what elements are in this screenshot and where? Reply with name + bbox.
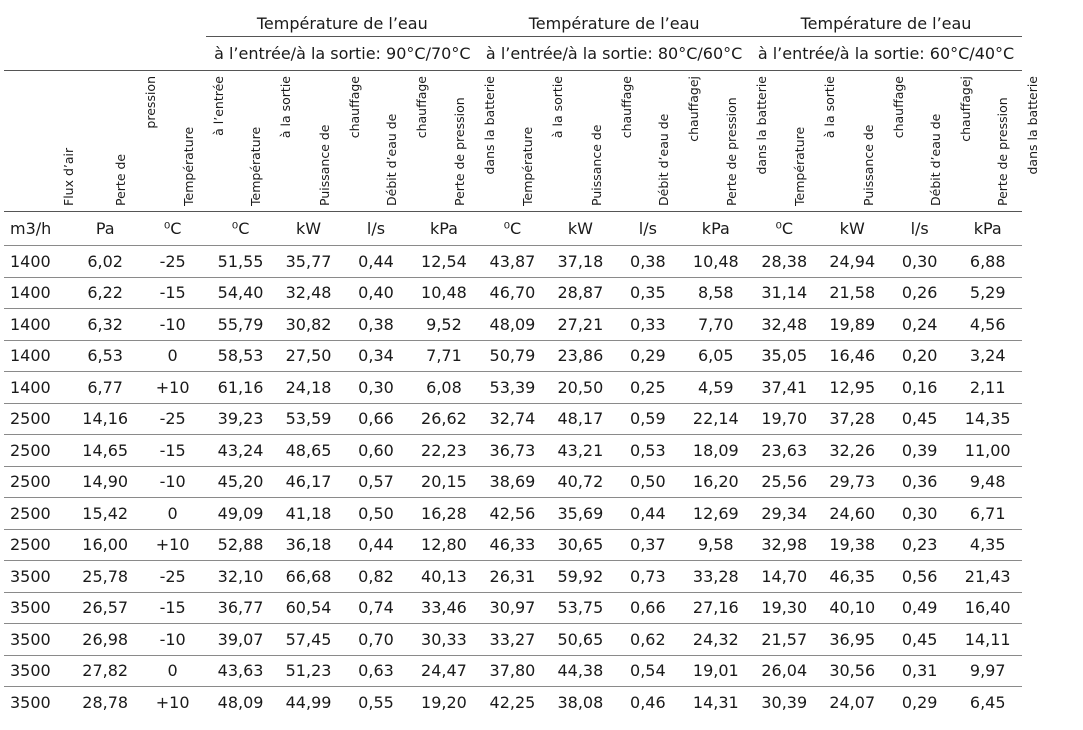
table-cell: 14,90 [71, 466, 138, 498]
table-cell: 11,00 [953, 435, 1022, 467]
column-header-line2: pression [143, 76, 159, 129]
group-title-3: Température de l’eau [800, 14, 972, 33]
group-title-2: Température de l’eau [528, 14, 700, 33]
table-cell: 0,38 [614, 246, 681, 278]
table-cell: 36,18 [275, 529, 342, 561]
table-cell: 0,55 [342, 687, 409, 718]
table-cell: 6,71 [953, 498, 1022, 530]
table-cell: 27,82 [71, 655, 138, 687]
table-cell: 24,60 [819, 498, 886, 530]
table-cell: 30,82 [275, 309, 342, 341]
table-cell: 3500 [4, 592, 71, 624]
table-cell: 0 [139, 498, 206, 530]
table-cell: 42,25 [478, 687, 546, 718]
column-header-line2: dans la batterie [481, 76, 497, 175]
table-cell: 43,24 [206, 435, 274, 467]
table-cell: 0,44 [342, 246, 409, 278]
table-cell: 0,29 [614, 340, 681, 372]
table-cell: 6,88 [953, 246, 1022, 278]
table-cell: 0,30 [342, 372, 409, 404]
table-cell: 6,02 [71, 246, 138, 278]
table-cell: 44,99 [275, 687, 342, 718]
column-header-line2: chauffage [346, 76, 362, 139]
table-cell: 19,89 [819, 309, 886, 341]
group-subtitle-3: à l’entrée/à la sortie: 60°C/40°C [750, 37, 1022, 71]
table-cell: 32,10 [206, 561, 274, 593]
table-cell: 36,73 [478, 435, 546, 467]
column-header-line1: Puissance de [588, 124, 604, 206]
column-header-line1: Température [792, 126, 808, 206]
table-cell: 46,35 [819, 561, 886, 593]
table-cell: 28,38 [750, 246, 818, 278]
table-cell: 38,69 [478, 466, 546, 498]
table-cell: 14,70 [750, 561, 818, 593]
table-cell: 21,58 [819, 277, 886, 309]
column-header-line2: à la sortie [278, 76, 294, 139]
table-cell: 10,48 [682, 246, 750, 278]
table-row [4, 529, 1022, 561]
table-cell: 0,62 [614, 624, 681, 656]
table-cell: 44,38 [547, 655, 614, 687]
table-cell: 58,53 [206, 340, 274, 372]
table-cell: 30,39 [750, 687, 818, 718]
table-cell: 0,33 [614, 309, 681, 341]
table-row [4, 309, 1022, 341]
table-cell: 33,28 [682, 561, 750, 593]
table-cell: 7,71 [410, 340, 478, 372]
table-cell: 46,70 [478, 277, 546, 309]
table-cell: 3,24 [953, 340, 1022, 372]
column-header-line1: Perte de pression [995, 97, 1011, 206]
heating-performance-table [4, 0, 1041, 718]
table-cell: 0,25 [614, 372, 681, 404]
table-cell: 10,48 [410, 277, 478, 309]
table-cell: 0,31 [886, 655, 953, 687]
table-cell: 48,09 [478, 309, 546, 341]
table-cell: 16,46 [819, 340, 886, 372]
table-cell: 43,87 [478, 246, 546, 278]
table-cell: 35,69 [547, 498, 614, 530]
unit-cell: m3/h [4, 212, 71, 246]
table-cell: -10 [139, 309, 206, 341]
unit-cell: ⁰C [750, 212, 818, 246]
table-cell: 4,35 [953, 529, 1022, 561]
column-header-line1: Température [520, 126, 536, 206]
unit-cell: kPa [682, 212, 750, 246]
table-cell: -10 [139, 624, 206, 656]
table-cell: 33,27 [478, 624, 546, 656]
group-title-1: Température de l’eau [256, 14, 428, 33]
table-row [4, 246, 1022, 278]
table-cell: 4,56 [953, 309, 1022, 341]
table-cell: 0,50 [614, 466, 681, 498]
table-cell: 19,30 [750, 592, 818, 624]
table-row [4, 592, 1022, 624]
table-cell: 0,44 [614, 498, 681, 530]
table-cell: 0,56 [886, 561, 953, 593]
table-cell: 38,08 [547, 687, 614, 718]
table-cell: 40,72 [547, 466, 614, 498]
table-cell: 9,52 [410, 309, 478, 341]
table-cell: 16,00 [71, 529, 138, 561]
column-header [4, 71, 76, 212]
table-cell: 37,80 [478, 655, 546, 687]
column-header-line2: à la sortie [550, 76, 566, 139]
table-row [4, 403, 1022, 435]
table-cell: 3500 [4, 655, 71, 687]
column-header-line2: dans la batterie [753, 76, 769, 175]
table-cell: 23,86 [547, 340, 614, 372]
table-cell: 43,63 [206, 655, 274, 687]
unit-cell: kW [275, 212, 342, 246]
unit-cell: kPa [410, 212, 478, 246]
table-cell: 0,46 [614, 687, 681, 718]
table-cell: 1400 [4, 340, 71, 372]
table-cell: 22,23 [410, 435, 478, 467]
table-cell: 2500 [4, 529, 71, 561]
table-cell: 6,05 [682, 340, 750, 372]
table-cell: 35,77 [275, 246, 342, 278]
table-cell: 0,54 [614, 655, 681, 687]
table-cell: 19,70 [750, 403, 818, 435]
table-cell: 19,20 [410, 687, 478, 718]
table-cell: 0,24 [886, 309, 953, 341]
table-cell: 0,66 [614, 592, 681, 624]
table-cell: 2500 [4, 403, 71, 435]
column-header-line1: Température [180, 126, 196, 206]
table-cell: 20,50 [547, 372, 614, 404]
table-cell: +10 [139, 687, 206, 718]
table-cell: 24,32 [682, 624, 750, 656]
table-cell: 0,82 [342, 561, 409, 593]
unit-cell: Pa [71, 212, 138, 246]
table-cell: 30,65 [547, 529, 614, 561]
table-cell: 41,18 [275, 498, 342, 530]
table-cell: 27,50 [275, 340, 342, 372]
column-header-line1: Température [248, 126, 264, 206]
table-cell: 53,39 [478, 372, 546, 404]
column-header-line2: chauffagej [957, 76, 973, 142]
table-cell: +10 [139, 372, 206, 404]
table-cell: 25,56 [750, 466, 818, 498]
unit-cell: l/s [614, 212, 681, 246]
table-cell: 36,95 [819, 624, 886, 656]
table-cell: 0,70 [342, 624, 409, 656]
table-cell: 0,59 [614, 403, 681, 435]
column-header-line1: Puissance de [860, 124, 876, 206]
table-cell: 6,45 [953, 687, 1022, 718]
column-header-line2: chauffage [890, 76, 906, 139]
table-cell: 24,18 [275, 372, 342, 404]
table-row [4, 340, 1022, 372]
table-cell: 31,14 [750, 277, 818, 309]
table-cell: 0,36 [886, 466, 953, 498]
table-cell: 0,37 [614, 529, 681, 561]
table-cell: 43,21 [547, 435, 614, 467]
table-cell: 30,97 [478, 592, 546, 624]
table-cell: 2500 [4, 498, 71, 530]
table-cell: 45,20 [206, 466, 274, 498]
table-cell: 52,88 [206, 529, 274, 561]
table-cell: 0,30 [886, 498, 953, 530]
table-cell: 40,13 [410, 561, 478, 593]
table-cell: 0,44 [342, 529, 409, 561]
table-cell: 51,55 [206, 246, 274, 278]
table-cell: 25,78 [71, 561, 138, 593]
table-cell: +10 [139, 529, 206, 561]
table-cell: 22,14 [682, 403, 750, 435]
table-cell: 0,23 [886, 529, 953, 561]
table-cell: 4,59 [682, 372, 750, 404]
table-cell: 50,79 [478, 340, 546, 372]
table-cell: 32,48 [275, 277, 342, 309]
table-cell: 19,38 [819, 529, 886, 561]
table-cell: -10 [139, 466, 206, 498]
table-cell: 1400 [4, 309, 71, 341]
table-cell: 0,63 [342, 655, 409, 687]
table-cell: 37,41 [750, 372, 818, 404]
table-cell: 42,56 [478, 498, 546, 530]
table-cell: 0,39 [886, 435, 953, 467]
group-subtitle-2: à l’entrée/à la sortie: 80°C/60°C [478, 37, 750, 71]
table-cell: 0,20 [886, 340, 953, 372]
table-cell: 14,65 [71, 435, 138, 467]
table-cell: 53,59 [275, 403, 342, 435]
table-cell: 0,73 [614, 561, 681, 593]
table-cell: 9,48 [953, 466, 1022, 498]
table-cell: 59,92 [547, 561, 614, 593]
table-cell: 26,04 [750, 655, 818, 687]
column-header-line2: chauffage [618, 76, 634, 139]
table-cell: 14,35 [953, 403, 1022, 435]
table-cell: 30,33 [410, 624, 478, 656]
table-cell: 66,68 [275, 561, 342, 593]
table-cell: 24,07 [819, 687, 886, 718]
table-cell: 14,31 [682, 687, 750, 718]
table-cell: 54,40 [206, 277, 274, 309]
group-title-row [4, 0, 1022, 37]
table-cell: 39,07 [206, 624, 274, 656]
table-cell: 21,43 [953, 561, 1022, 593]
table-cell: 23,63 [750, 435, 818, 467]
table-cell: 36,77 [206, 592, 274, 624]
table-cell: 2500 [4, 466, 71, 498]
table-row [4, 498, 1022, 530]
table-cell: 2,11 [953, 372, 1022, 404]
table-cell: 27,16 [682, 592, 750, 624]
table-cell: 0,60 [342, 435, 409, 467]
table-cell: 12,69 [682, 498, 750, 530]
table-cell: 32,98 [750, 529, 818, 561]
table-cell: 3500 [4, 687, 71, 718]
table-cell: 29,73 [819, 466, 886, 498]
table-cell: 0,35 [614, 277, 681, 309]
table-cell: 48,65 [275, 435, 342, 467]
table-cell: 0,38 [342, 309, 409, 341]
table-cell: -25 [139, 246, 206, 278]
table-cell: -25 [139, 403, 206, 435]
table-cell: 0 [139, 655, 206, 687]
table-cell: 20,15 [410, 466, 478, 498]
table-cell: 26,98 [71, 624, 138, 656]
table-cell: 27,21 [547, 309, 614, 341]
table-cell: 0,53 [614, 435, 681, 467]
table-cell: 0,26 [886, 277, 953, 309]
column-header-line1: Perte de pression [451, 97, 467, 206]
table-cell: 3500 [4, 624, 71, 656]
table-cell: 0,45 [886, 403, 953, 435]
table-cell: 19,01 [682, 655, 750, 687]
group-subtitle-row [4, 37, 1022, 71]
table-cell: 0,16 [886, 372, 953, 404]
table-cell: 29,34 [750, 498, 818, 530]
table-cell: 8,58 [682, 277, 750, 309]
table-body [4, 246, 1022, 718]
unit-cell: kW [547, 212, 614, 246]
table-cell: 0,29 [886, 687, 953, 718]
table-cell: 55,79 [206, 309, 274, 341]
table-cell: 24,47 [410, 655, 478, 687]
column-header-line2: à la sortie [822, 76, 838, 139]
table-cell: 35,05 [750, 340, 818, 372]
table-cell: 49,09 [206, 498, 274, 530]
table-cell: 0,50 [342, 498, 409, 530]
table-cell: 26,62 [410, 403, 478, 435]
table-cell: 0,74 [342, 592, 409, 624]
table-cell: 57,45 [275, 624, 342, 656]
table-row [4, 687, 1022, 718]
table-cell: 28,78 [71, 687, 138, 718]
table-row [4, 435, 1022, 467]
table-cell: 12,54 [410, 246, 478, 278]
unit-cell: ⁰C [139, 212, 206, 246]
table-cell: 9,58 [682, 529, 750, 561]
table-cell: 33,46 [410, 592, 478, 624]
table-cell: 14,16 [71, 403, 138, 435]
column-header-line1: Flux d’air [61, 147, 76, 206]
table-cell: -25 [139, 561, 206, 593]
table-cell: 46,17 [275, 466, 342, 498]
column-header-line2: dans la batterie [1025, 76, 1041, 175]
table-cell: 18,09 [682, 435, 750, 467]
table-cell: 0,40 [342, 277, 409, 309]
column-header-line1: Perte de [113, 153, 129, 206]
column-header-line1: Perte de pression [723, 97, 739, 206]
table-cell: 26,31 [478, 561, 546, 593]
table-cell: 24,94 [819, 246, 886, 278]
table-cell: 6,77 [71, 372, 138, 404]
table-cell: 1400 [4, 277, 71, 309]
table-row [4, 466, 1022, 498]
table-cell: 40,10 [819, 592, 886, 624]
table-cell: -15 [139, 435, 206, 467]
table-cell: 0 [139, 340, 206, 372]
table-cell: 61,16 [206, 372, 274, 404]
table-cell: 39,23 [206, 403, 274, 435]
column-header-row [4, 71, 1022, 212]
table-row [4, 561, 1022, 593]
table-cell: 5,29 [953, 277, 1022, 309]
group-subtitle-1: à l’entrée/à la sortie: 90°C/70°C [206, 37, 478, 71]
column-header-line1: Puissance de [316, 124, 332, 206]
table-cell: 1400 [4, 246, 71, 278]
table-cell: 6,32 [71, 309, 138, 341]
table-cell: 50,65 [547, 624, 614, 656]
table-cell: 0,57 [342, 466, 409, 498]
table-row [4, 624, 1022, 656]
column-header-line2: à l’entrée [210, 76, 226, 136]
table-cell: 3500 [4, 561, 71, 593]
table-cell: 26,57 [71, 592, 138, 624]
table-cell: 48,09 [206, 687, 274, 718]
table-cell: 48,17 [547, 403, 614, 435]
unit-cell: ⁰C [206, 212, 274, 246]
unit-cell: ⁰C [478, 212, 546, 246]
table-cell: 6,22 [71, 277, 138, 309]
column-header-line2: chauffage [414, 76, 430, 139]
table-cell: 0,45 [886, 624, 953, 656]
table-row [4, 655, 1022, 687]
table-cell: 0,49 [886, 592, 953, 624]
table-cell: 16,20 [682, 466, 750, 498]
table-cell: 12,95 [819, 372, 886, 404]
unit-cell: l/s [342, 212, 409, 246]
table-cell: 53,75 [547, 592, 614, 624]
table-cell: 30,56 [819, 655, 886, 687]
table-cell: 6,53 [71, 340, 138, 372]
table-cell: 32,74 [478, 403, 546, 435]
unit-cell: kW [819, 212, 886, 246]
table-cell: 14,11 [953, 624, 1022, 656]
table-cell: 32,26 [819, 435, 886, 467]
table-cell: 46,33 [478, 529, 546, 561]
table-cell: 37,18 [547, 246, 614, 278]
table-cell: 1400 [4, 372, 71, 404]
table-cell: 6,08 [410, 372, 478, 404]
table-cell: 21,57 [750, 624, 818, 656]
table-cell: 16,40 [953, 592, 1022, 624]
table-cell: 37,28 [819, 403, 886, 435]
table-cell: -15 [139, 277, 206, 309]
unit-cell: kPa [953, 212, 1022, 246]
table-cell: 32,48 [750, 309, 818, 341]
column-header-line2: chauffagej [686, 76, 702, 142]
column-header-line1: Débit d’eau de [384, 113, 400, 206]
table-cell: -15 [139, 592, 206, 624]
table-cell: 0,66 [342, 403, 409, 435]
table-cell: 16,28 [410, 498, 478, 530]
table-cell: 60,54 [275, 592, 342, 624]
table-cell: 2500 [4, 435, 71, 467]
table-cell: 12,80 [410, 529, 478, 561]
table-cell: 0,34 [342, 340, 409, 372]
units-row [4, 212, 1022, 246]
unit-cell: l/s [886, 212, 953, 246]
table-cell: 15,42 [71, 498, 138, 530]
table-row [4, 277, 1022, 309]
table-cell: 0,30 [886, 246, 953, 278]
table-cell: 9,97 [953, 655, 1022, 687]
table-row [4, 372, 1022, 404]
column-header-line1: Débit d’eau de [656, 113, 672, 206]
column-header-line1: Débit d’eau de [927, 113, 943, 206]
table-cell: 51,23 [275, 655, 342, 687]
table-cell: 7,70 [682, 309, 750, 341]
table-cell: 28,87 [547, 277, 614, 309]
